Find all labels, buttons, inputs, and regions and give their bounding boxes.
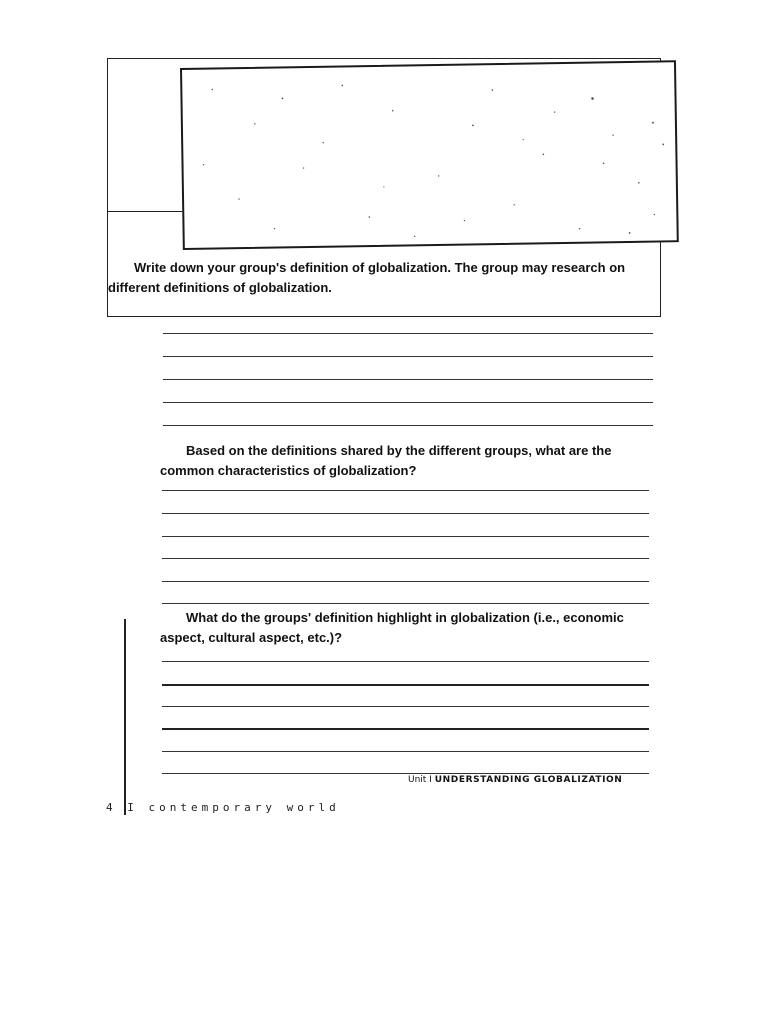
answer-line[interactable] xyxy=(163,333,653,334)
page-footer: 4 I contemporary world xyxy=(106,801,340,814)
answer-line[interactable] xyxy=(162,661,649,662)
answer-line[interactable] xyxy=(163,379,653,380)
prompt-common-characteristics: Based on the definitions shared by the different groups, what are the common characteristics of globalization? xyxy=(160,443,612,478)
answer-line[interactable] xyxy=(162,684,649,686)
margin-bar xyxy=(124,619,126,815)
prompt-definition-highlights: What do the groups' definition highlight in globalization (i.e., economic aspect, cultural aspect, etc.)? xyxy=(160,610,624,645)
answer-line[interactable] xyxy=(162,558,649,559)
unit-title: UNDERSTANDING GLOBALIZATION xyxy=(434,775,623,785)
answer-line[interactable] xyxy=(163,402,653,403)
prompt-group-definition: Write down your group's definition of globalization. The group may research on different definitions of globalization. xyxy=(108,260,626,295)
scanned-blank-patch xyxy=(180,60,679,250)
answer-line[interactable] xyxy=(162,536,649,537)
unit-prefix: Unit I xyxy=(408,775,432,785)
answer-line[interactable] xyxy=(162,603,649,604)
answer-line[interactable] xyxy=(162,581,649,582)
answer-line[interactable] xyxy=(163,356,653,357)
answer-line[interactable] xyxy=(162,728,649,730)
answer-line[interactable] xyxy=(162,490,649,491)
unit-footer xyxy=(408,775,622,785)
scan-speckles xyxy=(182,62,679,250)
answer-line[interactable] xyxy=(163,425,653,426)
answer-line[interactable] xyxy=(162,706,649,707)
answer-line[interactable] xyxy=(162,513,649,514)
answer-line[interactable] xyxy=(162,773,649,774)
header-divider xyxy=(108,211,183,212)
answer-line[interactable] xyxy=(162,751,649,752)
